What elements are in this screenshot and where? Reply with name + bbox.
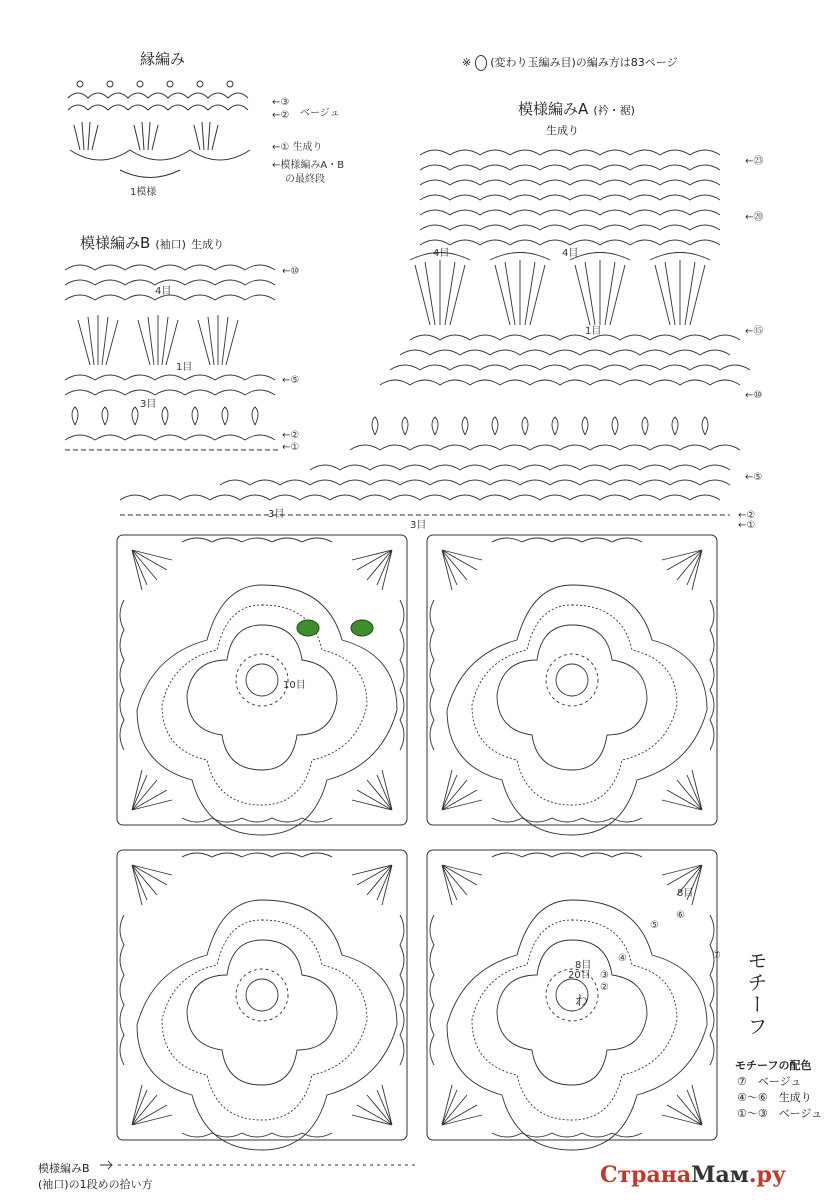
pattern-b-row-5: ←⑤ — [282, 375, 300, 386]
edging-last-row-label: ←模様編みA・B — [272, 160, 345, 171]
stitch-note — [462, 54, 678, 71]
pattern-a-row-20: ←⑳ — [745, 212, 764, 223]
motif-label-10me: 10目 — [283, 680, 306, 691]
edging-row-3: ←③ — [272, 97, 290, 108]
site-watermark: СтранаМам.ру — [600, 1162, 786, 1188]
edging-last-row-label-2: の最終段 — [285, 174, 325, 185]
color-scheme-title: モチーフの配色 — [735, 1059, 812, 1072]
pattern-b-row-10: ←⑩ — [282, 266, 300, 277]
pattern-a-row-15: ←⑮ — [745, 326, 764, 337]
pickup-stitch-row — [100, 1158, 440, 1172]
note-prefix: ※ — [462, 56, 472, 69]
motif-label-row7: ⑦ — [712, 950, 721, 961]
pattern-a-row-23: ←㉓ — [745, 156, 764, 167]
pattern-a-row-5: ←⑤ — [745, 472, 763, 483]
motif-label-ring: わ — [575, 994, 589, 1009]
pattern-a-color: 生成り — [546, 124, 579, 137]
pattern-b-title: 模様編みB (袖口) 生成り — [80, 234, 225, 252]
motif-color-scheme — [735, 1057, 822, 1121]
edging-row-1: ←① 生成り — [272, 142, 323, 153]
motif-label-row5: ⑤ — [650, 920, 659, 931]
motif-label-20me: 20目 — [568, 970, 591, 981]
edging-repeat-label: 1模様 — [130, 187, 157, 198]
bobble-stitch-icon — [475, 55, 487, 71]
color-scheme-row-4-6: ④〜⑥ 生成り — [737, 1091, 812, 1104]
note-text: (変わり玉編み目)の編み方は83ページ — [490, 56, 678, 69]
motif-label-row2: ② — [600, 982, 609, 993]
pattern-b-row-1: ←① — [282, 442, 300, 453]
edging-row-2: ←② — [272, 110, 290, 121]
pattern-b-label-1me: 1目 — [176, 362, 193, 373]
pattern-a-row-2: ←② — [738, 510, 756, 521]
pattern-b-chart — [60, 255, 290, 455]
pickup-line-1: 模様編みB — [38, 1162, 90, 1175]
pattern-a-label-1me: 1目 — [585, 326, 602, 337]
pattern-a-label-4me-2: 4目 — [562, 248, 579, 259]
pattern-a-title: 模様編みA (衿・裾) — [518, 100, 635, 118]
motif-label-row4: ④ — [618, 953, 627, 964]
pattern-a-label-4me-1: 4目 — [433, 248, 450, 259]
motif-label-row6: ⑥ — [676, 910, 685, 921]
color-scheme-row-7: ⑦ ベージュ — [737, 1075, 802, 1088]
edging-color-beige: ベージュ — [300, 108, 340, 119]
motif-label-8me-b: 8目 — [575, 960, 592, 971]
motif-vertical-title: モチーフ — [744, 950, 768, 1038]
pattern-a-row-10: ←⑩ — [745, 390, 763, 401]
pattern-a-row-1: ←① — [738, 520, 756, 531]
pattern-b-label-3me: 3目 — [140, 399, 157, 410]
motif-grid — [112, 530, 732, 1160]
pattern-a-label-3me-2: 3目 — [410, 520, 427, 531]
pattern-b-row-2: ←② — [282, 430, 300, 441]
motif-label-8me-a: 8目 — [677, 888, 694, 899]
edging-title: 縁編み — [140, 50, 186, 68]
color-scheme-row-1-3: ①〜③ ベージュ — [737, 1107, 823, 1120]
motif-label-row3: ③ — [600, 970, 609, 981]
pickup-line-2: (袖口)の1段めの拾い方 — [38, 1178, 153, 1191]
pattern-a-label-3me-1: 3目 — [268, 509, 285, 520]
pattern-b-label-4me: 4目 — [155, 286, 172, 297]
